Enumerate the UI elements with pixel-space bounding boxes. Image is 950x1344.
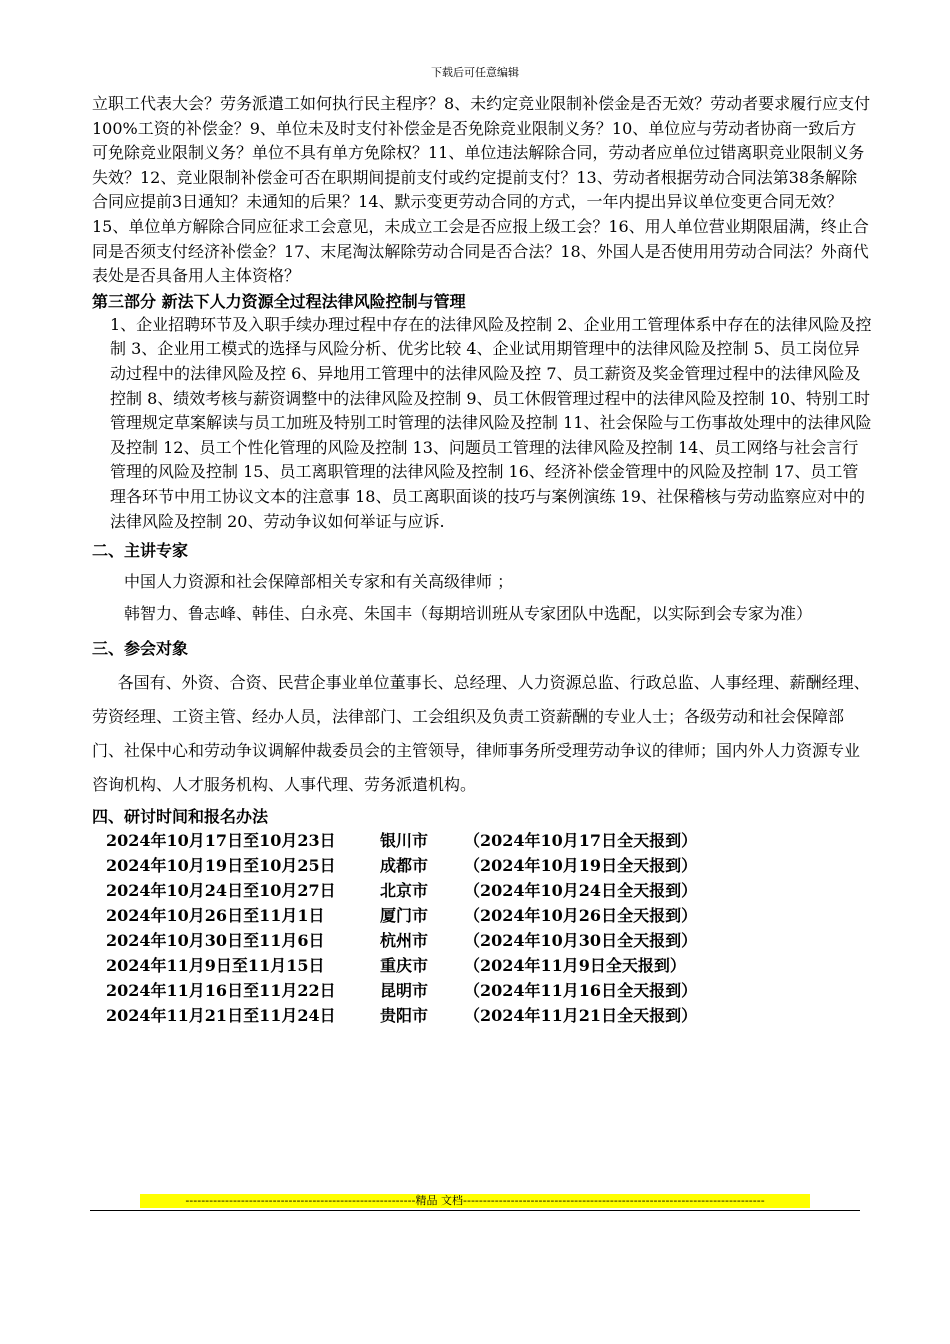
part3-title: 第三部分 新法下人力资源全过程法律风险控制与管理 bbox=[92, 291, 466, 311]
schedule-row bbox=[92, 828, 872, 853]
schedule-dates: 2024年10月24日至10月27日 bbox=[106, 881, 336, 901]
schedule-dates: 2024年10月26日至11月1日 bbox=[106, 906, 325, 926]
schedule-dates: 2024年10月17日至10月23日 bbox=[106, 831, 336, 851]
schedule-report: （2024年10月24日全天报到） bbox=[464, 881, 698, 901]
schedule-row bbox=[92, 953, 872, 978]
schedule-title: 四、研讨时间和报名办法 bbox=[92, 807, 269, 827]
schedule-report: （2024年11月9日全天报到） bbox=[464, 956, 686, 976]
schedule-city: 厦门市 bbox=[380, 906, 429, 926]
schedule-city: 成都市 bbox=[380, 856, 429, 876]
schedule-row bbox=[92, 903, 872, 928]
schedule-report: （2024年10月19日全天报到） bbox=[464, 856, 698, 876]
schedule-city: 杭州市 bbox=[380, 931, 429, 951]
schedule-dates: 2024年10月30日至11月6日 bbox=[106, 931, 325, 951]
schedule-row bbox=[92, 853, 872, 878]
schedule-report: （2024年10月26日全天报到） bbox=[464, 906, 698, 926]
schedule-report: （2024年10月17日全天报到） bbox=[464, 831, 698, 851]
schedule-report: （2024年10月30日全天报到） bbox=[464, 931, 698, 951]
experts-line-1: 中国人力资源和社会保障部相关专家和有关高级律师 ； bbox=[124, 572, 514, 592]
schedule-city: 贵阳市 bbox=[380, 1006, 429, 1026]
schedule-dates: 2024年11月16日至11月22日 bbox=[106, 981, 336, 1001]
footer-watermark: ----------------------------------------------------------精品 文档---------------------------------------------------------------------------- bbox=[140, 1194, 810, 1208]
schedule-row bbox=[92, 878, 872, 903]
experts-title: 二、主讲专家 bbox=[92, 541, 189, 561]
experts-line-2: 韩智力、鲁志峰、韩佳、白永亮、朱国丰（每期培训班从专家团队中选配，以实际到会专家为准） bbox=[124, 604, 813, 624]
schedule-report: （2024年11月21日全天报到） bbox=[464, 1006, 698, 1026]
schedule-city: 北京市 bbox=[380, 881, 429, 901]
schedule-list bbox=[92, 828, 872, 1028]
schedule-row bbox=[92, 928, 872, 953]
audience-title: 三、参会对象 bbox=[92, 639, 189, 659]
page-header: 下载后可任意编辑 bbox=[431, 66, 519, 79]
schedule-dates: 2024年11月9日至11月15日 bbox=[106, 956, 325, 976]
intro-paragraph: 立职工代表大会？劳务派遣工如何执行民主程序？8、未约定竞业限制补偿金是否无效？劳动者要求履行应支付100%工资的补偿金？9、单位未及时支付补偿金是否免除竞业限制义务？10、单位应与劳动者协商一致后方可免除竞业限制义务？单位不具有单方免除权？11、单位违法解除合同，劳动者应单位过错离职竞业限制义务失效？12、竞业限制补偿金可否在职期间提前支付或约定提前支付？13、劳动者根据劳动合同法第38条解除合同应提前3日通知？未通知的后果？14、默示变更劳动合同的方式，一年内提出异议单位变更合同无效？15、单位单方解除合同应征求工会意见，未成立工会是否应报上级工会？16、用人单位营业期限届满，终止合同是否须支付经济补偿金？17、末尾淘汰解除劳动合同是否合法？18、外国人是否使用用劳动合同法？外商代表处是否具备用人主体资格？ bbox=[92, 94, 871, 286]
part3-body: 1、企业招聘环节及入职手续办理过程中存在的法律风险及控制 2、企业用工管理体系中存在的法律风险及控制 3、企业用工模式的选择与风险分析、优劣比较 4、企业试用期管理中的法律风险及控制 5、员工岗位异动过程中的法律风险及控 6、异地用工管理中的法律风险及控 7、员工薪资及奖金管理过程中的法律风险及控制 8、绩效考核与薪资调整中的法律风险及控制 9、员工休假管理过程中的法律风险及控制 10、特别工时管理规定草案解读与员工加班及特别工时管理的法律风险及控制 11、社会保险与工伤事故处理中的法律风险及控制 12、员工个性化管理的风险及控制 13、问题员工管理的法律风险及控制 14、员工网络与社会言行管理的风险及控制 15、员工离职管理的法律风险及控制 16、经济补偿金管理中的风险及控制 17、员工管理各环节中用工协议文本的注意事 18、员工离职面谈的技巧与案例演练 19、社保稽核与劳动监察应对中的法律风险及控制 20、劳动争议如何举证与应诉. bbox=[110, 314, 872, 531]
schedule-city: 银川市 bbox=[380, 831, 429, 851]
audience-body: 各国有、外资、合资、民营企事业单位董事长、总经理、人力资源总监、行政总监、人事经理、薪酬经理、劳资经理、工资主管、经办人员，法律部门、工会组织及负责工资薪酬的专业人士；各级劳动和社会保障部门、社保中心和劳动争议调解仲裁委员会的主管领导，律师事务所受理劳动争议的律师；国内外人力资源专业咨询机构、人才服务机构、人事代理、劳务派遣机构。 bbox=[92, 673, 870, 795]
document-body bbox=[92, 92, 872, 1028]
schedule-city: 重庆市 bbox=[380, 956, 429, 976]
schedule-report: （2024年11月16日全天报到） bbox=[464, 981, 698, 1001]
schedule-row bbox=[92, 978, 872, 1003]
schedule-dates: 2024年11月21日至11月24日 bbox=[106, 1006, 336, 1026]
schedule-city: 昆明市 bbox=[380, 981, 429, 1001]
schedule-row bbox=[92, 1003, 872, 1028]
schedule-dates: 2024年10月19日至10月25日 bbox=[106, 856, 336, 876]
footer-divider bbox=[90, 1210, 860, 1211]
